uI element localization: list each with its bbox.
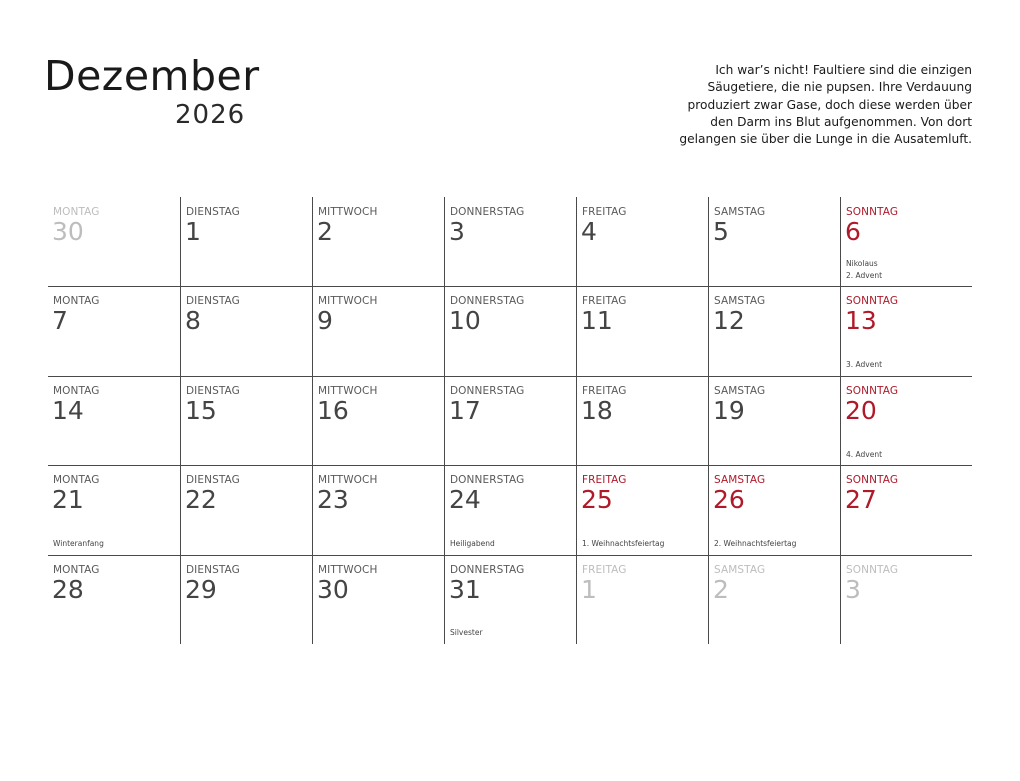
day-number: 22 <box>185 485 217 515</box>
day-number: 30 <box>52 217 84 246</box>
weekday-label: MONTAG <box>53 206 100 218</box>
fun-fact-line: Ich war’s nicht! Faultiere sind die einzigen <box>715 63 972 77</box>
weekday-label: DONNERSTAG <box>450 295 525 308</box>
day-number: 3 <box>845 574 861 604</box>
day-cell <box>180 197 312 286</box>
day-number: 11 <box>581 306 613 336</box>
day-number: 2 <box>317 217 333 246</box>
weekday-label: SAMSTAG <box>714 384 766 397</box>
holiday-note: 1. Weihnachtsfeiertag <box>582 539 665 549</box>
day-cell <box>708 465 840 554</box>
day-cell <box>708 197 840 286</box>
day-cell <box>840 555 972 644</box>
weekday-label: FREITAG <box>582 563 627 576</box>
day-cell <box>180 286 312 375</box>
day-cell <box>576 555 708 644</box>
day-cell <box>840 465 972 554</box>
weekday-label: SONNTAG <box>846 206 899 218</box>
weekday-label: FREITAG <box>582 384 627 397</box>
calendar-grid <box>48 197 972 644</box>
day-number: 14 <box>52 395 84 425</box>
day-cell <box>312 555 444 644</box>
day-number: 6 <box>845 217 861 246</box>
holiday-note: Silvester <box>450 628 483 638</box>
day-number: 5 <box>713 217 729 246</box>
holiday-notes <box>714 538 796 550</box>
fun-fact-line: den Darm ins Blut aufgenommen. Von dort <box>710 114 972 129</box>
weekday-label: SONNTAG <box>846 563 899 576</box>
holiday-notes <box>450 538 495 550</box>
day-number: 4 <box>581 217 597 246</box>
weekday-label: FREITAG <box>582 295 627 308</box>
day-number: 24 <box>449 485 481 515</box>
calendar-week-row <box>48 197 972 286</box>
day-cell <box>708 376 840 465</box>
weekday-label: MONTAG <box>53 384 100 397</box>
fun-fact-line: produziert zwar Gase, doch diese werden über <box>687 97 972 112</box>
day-number: 16 <box>317 395 349 425</box>
weekday-label: SAMSTAG <box>714 295 766 308</box>
day-number: 13 <box>845 306 877 336</box>
calendar-week-row <box>48 555 972 644</box>
day-number: 9 <box>317 306 333 336</box>
day-cell <box>576 197 708 286</box>
day-cell <box>48 376 180 465</box>
day-number: 3 <box>449 217 465 246</box>
weekday-label: SONNTAG <box>846 384 899 397</box>
day-number: 26 <box>713 485 745 515</box>
weekday-label: MONTAG <box>53 295 100 308</box>
weekday-label: SAMSTAG <box>714 563 766 576</box>
holiday-notes <box>450 627 483 639</box>
day-number: 31 <box>449 574 481 604</box>
weekday-label: MONTAG <box>53 563 100 576</box>
day-number: 12 <box>713 306 745 336</box>
day-number: 30 <box>317 574 349 604</box>
day-cell <box>840 286 972 375</box>
holiday-notes <box>846 258 882 281</box>
day-cell <box>48 286 180 375</box>
day-number: 10 <box>449 306 481 336</box>
day-number: 1 <box>185 217 201 246</box>
fun-fact-line: gelangen sie über die Lunge in die Ausatemluft. <box>679 132 972 147</box>
day-number: 21 <box>52 485 84 515</box>
day-cell <box>708 555 840 644</box>
day-cell <box>444 197 576 286</box>
fun-fact-text <box>672 62 972 148</box>
weekday-label: DONNERSTAG <box>450 474 525 487</box>
weekday-label: MITTWOCH <box>318 206 378 218</box>
day-cell <box>48 555 180 644</box>
weekday-label: MITTWOCH <box>318 384 378 397</box>
day-number: 2 <box>713 574 729 604</box>
weekday-label: DONNERSTAG <box>450 563 525 576</box>
weekday-label: DIENSTAG <box>186 384 240 397</box>
weekday-label: SONNTAG <box>846 474 899 487</box>
day-cell <box>48 465 180 554</box>
month-title: Dezember <box>44 52 260 100</box>
day-cell <box>444 286 576 375</box>
weekday-label: FREITAG <box>582 206 627 218</box>
weekday-label: DIENSTAG <box>186 206 240 218</box>
holiday-notes <box>846 449 882 461</box>
day-cell <box>576 376 708 465</box>
day-cell <box>576 465 708 554</box>
day-number: 25 <box>581 485 613 515</box>
calendar-week-row <box>48 376 972 465</box>
fun-fact-line: Säugetiere, die nie pupsen. Ihre Verdauung <box>707 80 972 95</box>
holiday-note: Heiligabend <box>450 539 495 549</box>
weekday-label: MITTWOCH <box>318 563 378 576</box>
day-number: 18 <box>581 395 613 425</box>
holiday-note: Nikolaus <box>846 259 878 269</box>
weekday-label: DONNERSTAG <box>450 384 525 397</box>
day-cell <box>444 465 576 554</box>
weekday-label: FREITAG <box>582 474 627 487</box>
day-cell <box>444 376 576 465</box>
day-cell <box>312 465 444 554</box>
day-cell <box>48 197 180 286</box>
holiday-notes <box>53 538 104 550</box>
calendar-week-row <box>48 286 972 375</box>
weekday-label: MITTWOCH <box>318 474 378 487</box>
holiday-note: Winteranfang <box>53 539 104 549</box>
calendar-week-row <box>48 465 972 554</box>
holiday-note: 2. Weihnachtsfeiertag <box>714 539 797 549</box>
day-number: 28 <box>52 574 84 604</box>
day-number: 27 <box>845 485 877 515</box>
weekday-label: DIENSTAG <box>186 563 240 576</box>
day-number: 8 <box>185 306 201 336</box>
day-number: 1 <box>581 574 597 604</box>
holiday-notes <box>582 538 664 550</box>
day-number: 15 <box>185 395 217 425</box>
day-cell <box>180 376 312 465</box>
day-number: 20 <box>845 395 877 425</box>
weekday-label: DIENSTAG <box>186 295 240 308</box>
weekday-label: SAMSTAG <box>714 474 766 487</box>
day-cell <box>312 197 444 286</box>
holiday-note: 4. Advent <box>846 449 883 459</box>
day-cell <box>312 286 444 375</box>
day-cell <box>840 197 972 286</box>
day-number: 7 <box>52 306 68 336</box>
day-number: 23 <box>317 485 349 515</box>
day-number: 19 <box>713 395 745 425</box>
weekday-label: MONTAG <box>53 474 100 487</box>
weekday-label: DIENSTAG <box>186 474 240 487</box>
day-cell <box>180 465 312 554</box>
day-cell <box>840 376 972 465</box>
day-cell <box>576 286 708 375</box>
weekday-label: SAMSTAG <box>714 206 766 218</box>
holiday-note: 3. Advent <box>846 360 883 370</box>
day-number: 29 <box>185 574 217 604</box>
holiday-note: 2. Advent <box>846 270 883 280</box>
day-cell <box>180 555 312 644</box>
day-cell <box>444 555 576 644</box>
day-number: 17 <box>449 395 481 425</box>
weekday-label: DONNERSTAG <box>450 206 525 218</box>
day-cell <box>708 286 840 375</box>
weekday-label: MITTWOCH <box>318 295 378 308</box>
day-cell <box>312 376 444 465</box>
holiday-notes <box>846 359 882 371</box>
year-title: 2026 <box>175 100 246 130</box>
weekday-label: SONNTAG <box>846 295 899 308</box>
